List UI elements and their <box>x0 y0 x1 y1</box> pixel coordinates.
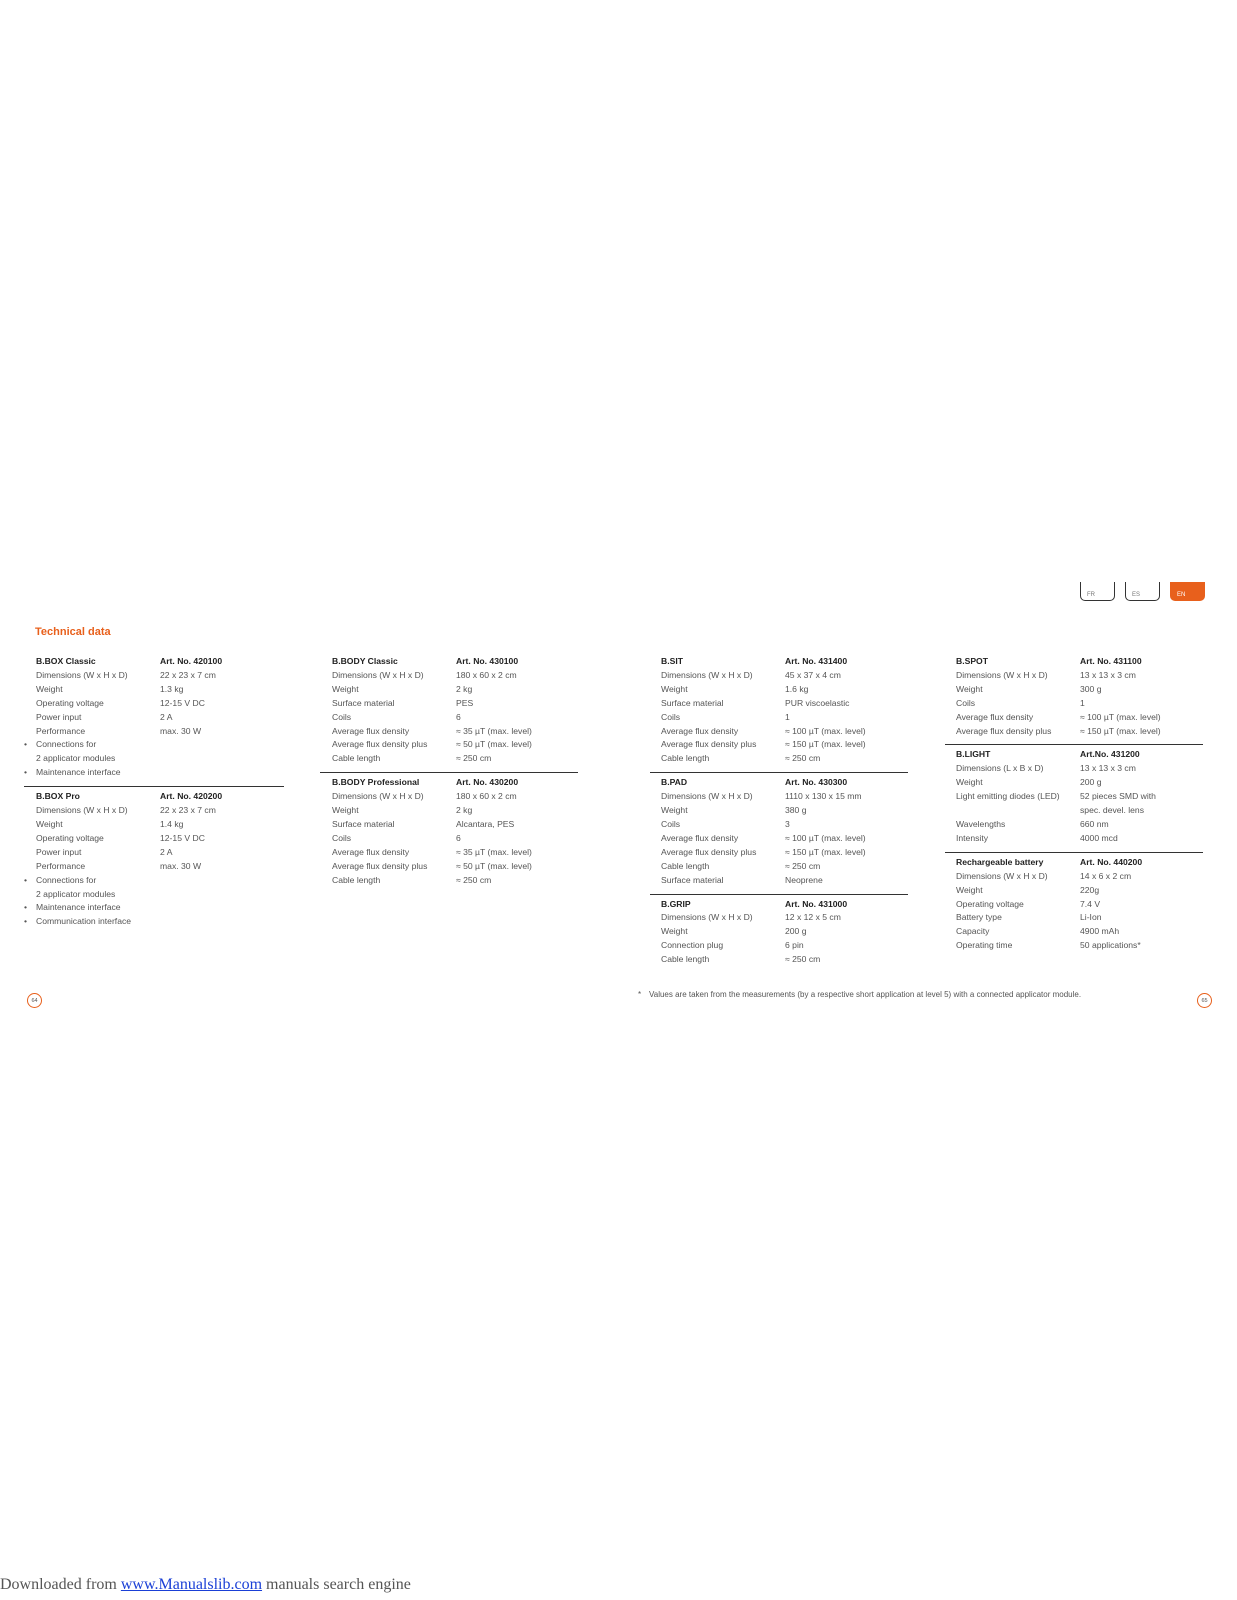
spec-label: Operating voltage <box>956 898 1024 909</box>
spec-row <box>332 804 578 818</box>
spec-value: ≈ 50 µT (max. level) <box>456 739 532 750</box>
spec-row <box>332 669 578 683</box>
spec-value: 12-15 V DC <box>160 697 205 708</box>
spec-value: 2 A <box>160 846 173 857</box>
spec-value: Li-Ion <box>1080 912 1102 923</box>
spec-label: Weight <box>956 683 983 694</box>
spec-row <box>661 790 908 804</box>
spec-label: Average flux density plus <box>332 739 428 750</box>
tab-es[interactable]: ES <box>1125 582 1160 601</box>
spec-block-header <box>36 655 284 669</box>
spec-value: 1.6 kg <box>785 683 809 694</box>
spec-label: Weight <box>661 926 688 937</box>
page-number-left: 64 <box>27 993 42 1008</box>
spec-label: Performance <box>36 860 86 871</box>
spec-label: Cable length <box>661 954 710 965</box>
spec-value: ≈ 250 cm <box>456 753 492 764</box>
spec-value: 4000 mcd <box>1080 832 1118 843</box>
spec-label: Weight <box>332 805 359 816</box>
spec-value: 4900 mAh <box>1080 926 1120 937</box>
spec-row <box>332 752 578 766</box>
spec-column-4 <box>945 655 1203 959</box>
spec-label: Dimensions (W x H x D) <box>36 805 128 816</box>
spec-column-3 <box>650 655 908 973</box>
spec-row <box>956 911 1203 925</box>
tab-en[interactable]: EN <box>1170 582 1205 601</box>
spec-label: Power input <box>36 711 82 722</box>
spec-label: Capacity <box>956 926 990 937</box>
spec-value: ≈ 100 µT (max. level) <box>785 832 866 843</box>
spec-label: Coils <box>661 818 681 829</box>
product-name: Rechargeable battery <box>956 856 1044 867</box>
spec-row <box>661 953 908 967</box>
spec-value: 1 <box>785 711 790 722</box>
spec-label: Operating voltage <box>36 697 104 708</box>
spec-row <box>956 697 1203 711</box>
spec-block <box>320 772 578 893</box>
spec-value: 380 g <box>785 805 807 816</box>
download-prefix: Downloaded from <box>0 1576 121 1593</box>
article-number: Art.No. 431200 <box>1080 749 1140 760</box>
spec-row <box>661 804 908 818</box>
spec-row <box>661 925 908 939</box>
spec-value: 22 x 23 x 7 cm <box>160 669 216 680</box>
page-number-right: 65 <box>1197 993 1212 1008</box>
spec-label: Dimensions (W x H x D) <box>956 669 1048 680</box>
spec-row <box>36 818 284 832</box>
spec-value: ≈ 150 µT (max. level) <box>1080 725 1161 736</box>
article-number: Art. No. 440200 <box>1080 856 1143 867</box>
spec-row <box>36 697 284 711</box>
spec-value: max. 30 W <box>160 860 202 871</box>
spec-block-header <box>36 790 284 804</box>
spec-value: 45 x 37 x 4 cm <box>785 669 841 680</box>
spec-value: 1.3 kg <box>160 683 184 694</box>
spec-row <box>36 683 284 697</box>
spec-row <box>36 860 284 874</box>
spec-row <box>661 846 908 860</box>
spec-row <box>956 925 1203 939</box>
spec-value: 50 applications* <box>1080 940 1141 951</box>
spec-row <box>661 752 908 766</box>
spec-value: 300 g <box>1080 683 1102 694</box>
spec-label: Power input <box>36 846 82 857</box>
article-number: Art. No. 430300 <box>785 777 848 788</box>
spec-row <box>661 683 908 697</box>
product-name: B.LIGHT <box>956 749 991 760</box>
spec-block-header <box>661 655 908 669</box>
spec-value: Neoprene <box>785 874 823 885</box>
spec-row <box>661 860 908 874</box>
spec-value: max. 30 W <box>160 725 202 736</box>
spec-value: ≈ 250 cm <box>785 753 821 764</box>
footnote-marker: * <box>638 990 642 999</box>
spec-row <box>661 711 908 725</box>
feature-bullet: • Communication interface <box>24 915 284 929</box>
product-name: B.PAD <box>661 777 688 788</box>
spec-value: 200 g <box>1080 777 1102 788</box>
spec-value: 13 x 13 x 3 cm <box>1080 669 1136 680</box>
spec-row <box>661 669 908 683</box>
spec-value: 52 pieces SMD with spec. devel. lens <box>1080 791 1156 816</box>
spec-label: Average flux density <box>956 711 1034 722</box>
tab-fr[interactable]: FR <box>1080 582 1115 601</box>
spec-label: Performance <box>36 725 86 736</box>
spec-value: 660 nm <box>1080 818 1109 829</box>
spec-value: 6 pin <box>785 940 804 951</box>
spec-row <box>956 790 1203 818</box>
product-name: B.SPOT <box>956 656 988 666</box>
spec-label: Average flux density plus <box>956 725 1052 736</box>
spec-row <box>332 725 578 739</box>
spec-value: ≈ 250 cm <box>456 874 492 885</box>
feature-bullet: • Connections for 2 applicator modules <box>24 874 284 902</box>
spec-column-1 <box>24 655 284 935</box>
spec-value: 22 x 23 x 7 cm <box>160 805 216 816</box>
spec-row <box>956 818 1203 832</box>
spec-row <box>661 725 908 739</box>
spec-row <box>956 898 1203 912</box>
spec-label: Cable length <box>661 753 710 764</box>
spec-row <box>956 776 1203 790</box>
product-name: B.BOX Classic <box>36 656 96 666</box>
spec-block <box>650 655 908 772</box>
spec-row <box>332 860 578 874</box>
spec-value: 220g <box>1080 884 1100 895</box>
spec-row <box>36 725 284 739</box>
spec-label: Dimensions (W x H x D) <box>36 669 128 680</box>
spec-block-header <box>661 776 908 790</box>
spec-column-2 <box>320 655 578 894</box>
spec-row <box>332 874 578 888</box>
spec-block <box>945 744 1203 851</box>
manualslib-link[interactable]: www.Manualslib.com <box>120 1576 263 1593</box>
spec-row <box>332 711 578 725</box>
spec-row <box>36 669 284 683</box>
spec-label: Coils <box>956 697 976 708</box>
spec-row <box>661 818 908 832</box>
spec-value: 7.4 V <box>1080 898 1101 909</box>
spec-value: ≈ 150 µT (max. level) <box>785 739 866 750</box>
spec-value: Alcantara, PES <box>456 818 515 829</box>
spec-value: 12-15 V DC <box>160 832 205 843</box>
spec-row <box>332 683 578 697</box>
spec-row <box>956 939 1203 953</box>
spec-value: 2 kg <box>456 805 473 816</box>
spec-label: Weight <box>332 683 359 694</box>
spec-value: 180 x 60 x 2 cm <box>456 791 517 802</box>
spec-label: Light emitting diodes (LED) <box>956 791 1060 802</box>
spec-row <box>332 697 578 711</box>
spec-label: Average flux density <box>332 846 410 857</box>
feature-bullet: • Connections for 2 applicator modules <box>24 738 284 766</box>
spec-value: 13 x 13 x 3 cm <box>1080 763 1136 774</box>
spec-label: Operating time <box>956 940 1013 951</box>
product-name: B.BOX Pro <box>36 791 80 802</box>
spec-label: Dimensions (L x B x D) <box>956 763 1044 774</box>
spec-label: Dimensions (W x H x D) <box>661 669 753 680</box>
article-number: Art. No. 430100 <box>456 656 519 666</box>
spec-value: 6 <box>456 832 461 843</box>
spec-label: Surface material <box>332 818 395 829</box>
spec-value: 2 A <box>160 711 173 722</box>
spec-block-header <box>956 655 1203 669</box>
spec-label: Coils <box>332 711 352 722</box>
spec-label: Dimensions (W x H x D) <box>661 912 753 923</box>
page-title: Technical data <box>35 626 111 638</box>
spec-value: 12 x 12 x 5 cm <box>785 912 841 923</box>
spec-label: Surface material <box>661 697 724 708</box>
spec-value: ≈ 100 µT (max. level) <box>1080 711 1161 722</box>
article-number: Art. No. 430200 <box>456 777 519 788</box>
spec-row <box>956 711 1203 725</box>
spec-label: Average flux density <box>661 832 739 843</box>
spec-value: ≈ 35 µT (max. level) <box>456 846 532 857</box>
spec-label: Battery type <box>956 912 1002 923</box>
spec-value: 6 <box>456 711 461 722</box>
spec-label: Dimensions (W x H x D) <box>661 791 753 802</box>
spec-value: 3 <box>785 818 790 829</box>
spec-row <box>332 738 578 752</box>
spec-label: Cable length <box>661 860 710 871</box>
spec-row <box>661 911 908 925</box>
product-name: B.BODY Classic <box>332 656 398 666</box>
spec-block <box>24 786 284 935</box>
spec-row <box>956 884 1203 898</box>
download-suffix: manuals search engine <box>262 1576 411 1593</box>
spec-block <box>320 655 578 772</box>
spec-label: Weight <box>661 683 688 694</box>
spec-value: 1110 x 130 x 15 mm <box>785 791 862 802</box>
spec-value: 200 g <box>785 926 807 937</box>
feature-bullet: • Maintenance interface <box>24 901 284 915</box>
spec-row <box>956 725 1203 739</box>
spec-row <box>332 818 578 832</box>
spec-row <box>661 874 908 888</box>
spec-label: Weight <box>36 818 63 829</box>
spec-block-header <box>332 655 578 669</box>
spec-value: 1 <box>1080 697 1085 708</box>
article-number: Art. No. 431400 <box>785 656 848 666</box>
spec-value: PUR viscoelastic <box>785 697 850 708</box>
spec-row <box>956 669 1203 683</box>
feature-bullet: • Maintenance interface <box>24 766 284 780</box>
spec-row <box>661 738 908 752</box>
spec-value: ≈ 35 µT (max. level) <box>456 725 532 736</box>
spec-block-header <box>332 776 578 790</box>
spec-row <box>661 697 908 711</box>
article-number: Art. No. 420100 <box>160 656 223 666</box>
spec-row <box>332 846 578 860</box>
spec-label: Dimensions (W x H x D) <box>956 870 1048 881</box>
spec-label: Dimensions (W x H x D) <box>332 669 424 680</box>
spec-label: Average flux density plus <box>332 860 428 871</box>
spec-label: Cable length <box>332 753 381 764</box>
spec-label: Surface material <box>332 697 395 708</box>
spec-row <box>661 832 908 846</box>
spec-value: ≈ 100 µT (max. level) <box>785 725 866 736</box>
spec-label: Coils <box>661 711 681 722</box>
spec-row <box>332 832 578 846</box>
spec-label: Intensity <box>956 832 989 843</box>
spec-value: PES <box>456 697 474 708</box>
spec-block-header <box>956 856 1203 870</box>
spec-value: 14 x 6 x 2 cm <box>1080 870 1132 881</box>
spec-row <box>36 846 284 860</box>
spec-block-header <box>661 898 908 912</box>
spec-block <box>650 772 908 893</box>
spec-label: Average flux density <box>661 725 739 736</box>
footnote <box>638 990 1082 999</box>
spec-row <box>956 832 1203 846</box>
spec-label: Dimensions (W x H x D) <box>332 791 424 802</box>
footnote-text: Values are taken from the measurements (by a respective short application at level 5) with a connected applicator module. <box>649 990 1082 999</box>
spec-block <box>24 655 284 786</box>
download-banner <box>0 1576 411 1594</box>
spec-label: Operating voltage <box>36 832 104 843</box>
spec-label: Average flux density plus <box>661 739 757 750</box>
spec-block <box>945 655 1203 744</box>
spec-row <box>956 683 1203 697</box>
spec-row <box>36 832 284 846</box>
spec-label: Wavelengths <box>956 818 1006 829</box>
spec-row <box>956 870 1203 884</box>
product-name: B.GRIP <box>661 898 691 909</box>
spec-label: Weight <box>36 683 63 694</box>
language-tabs <box>1080 582 1206 603</box>
article-number: Art. No. 420200 <box>160 791 223 802</box>
spec-value: ≈ 150 µT (max. level) <box>785 846 866 857</box>
spec-value: ≈ 250 cm <box>785 954 821 965</box>
spec-label: Weight <box>956 777 983 788</box>
spec-row <box>332 790 578 804</box>
spec-label: Weight <box>956 884 983 895</box>
spec-row <box>661 939 908 953</box>
spec-block-header <box>956 748 1203 762</box>
spec-block <box>945 852 1203 959</box>
spec-value: ≈ 250 cm <box>785 860 821 871</box>
spec-value: 1.4 kg <box>160 818 184 829</box>
spec-block <box>650 894 908 974</box>
spec-label: Cable length <box>332 874 381 885</box>
spec-label: Average flux density plus <box>661 846 757 857</box>
spec-label: Weight <box>661 805 688 816</box>
spec-row <box>36 804 284 818</box>
spec-value: 180 x 60 x 2 cm <box>456 669 517 680</box>
product-name: B.SIT <box>661 656 683 666</box>
spec-row <box>956 762 1203 776</box>
spec-value: ≈ 50 µT (max. level) <box>456 860 532 871</box>
spec-label: Average flux density <box>332 725 410 736</box>
spec-label: Surface material <box>661 874 724 885</box>
spec-row <box>36 711 284 725</box>
product-name: B.BODY Professional <box>332 777 420 788</box>
spec-value: 2 kg <box>456 683 473 694</box>
article-number: Art. No. 431100 <box>1080 656 1142 666</box>
article-number: Art. No. 431000 <box>785 898 848 909</box>
spec-label: Coils <box>332 832 352 843</box>
spec-label: Connection plug <box>661 940 724 951</box>
